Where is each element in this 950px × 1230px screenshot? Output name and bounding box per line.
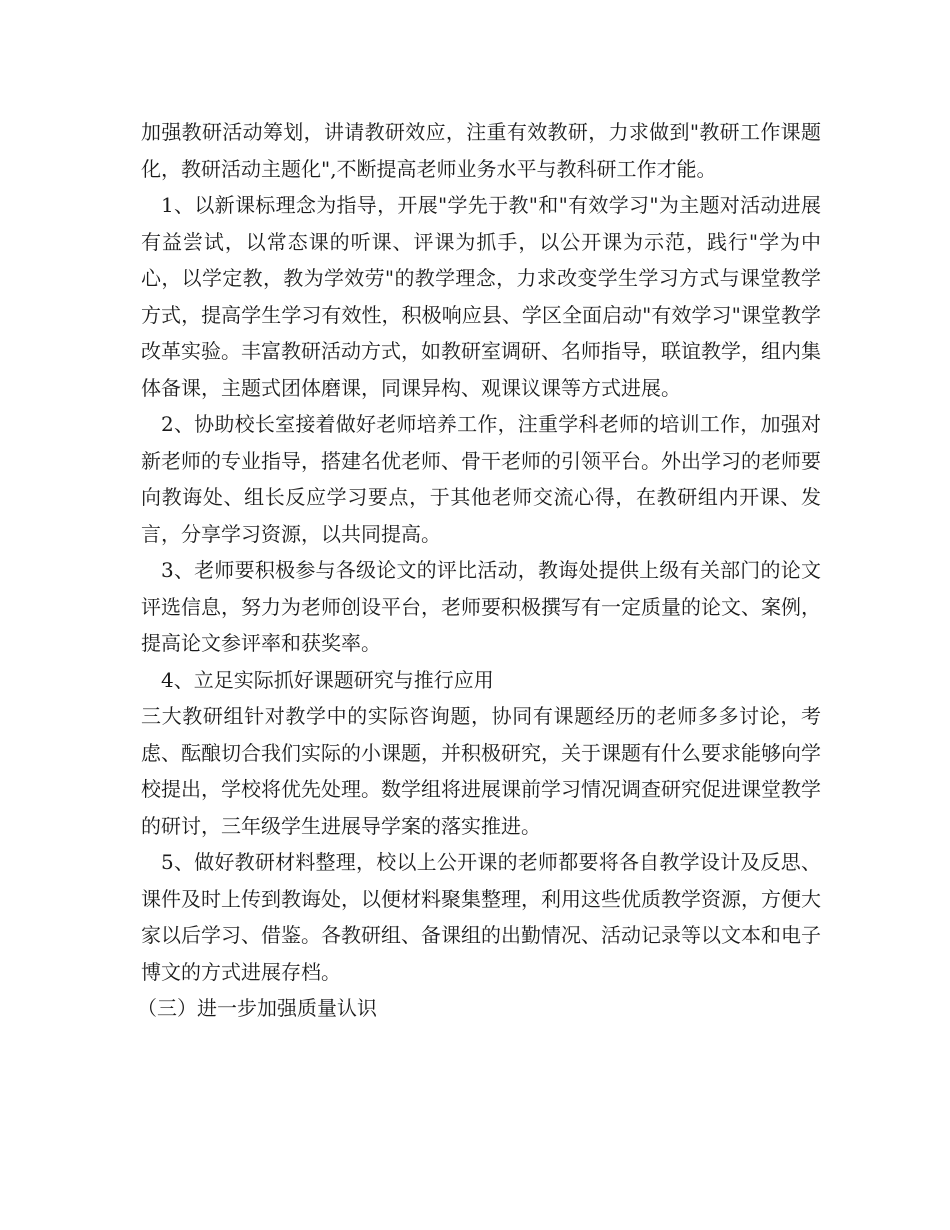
document-body xyxy=(137,114,821,1027)
paragraph-item-4-body: 三大教研组针对教学中的实际咨询题，协同有课题经历的老师多多讨论，考虑、酝酿切合我们实际的小课题，并积极研究，关于课题有什么要求能够向学校提出，学校将优先处理。数学组将进展课前学习情况调查研究促进课堂教学的研讨，三年级学生进展导学案的落实推进。 xyxy=(141,704,821,838)
paragraph-item-5: 5、做好教研材料整理，校以上公开课的老师都要将各自教学设计及反思、课件及时上传到教诲处，以便材料聚集整理，利用这些优质教学资源，方便大家以后学习、借鉴。各教研组、备课组的出勤情况、活动记录等以文本和电子博文的方式进展存档。 xyxy=(141,850,821,984)
paragraph-item-1: 1、以新课标理念为指导，开展"学先于教"和"有效学习"为主题对活动进展有益尝试，以常态课的听课、评课为抓手，以公开课为示范，践行"学为中心，以学定教，教为学效劳"的教学理念，力求改变学生学习方式与课堂教学方式，提高学生学习有效性，积极响应县、学区全面启动"有效学习"课堂教学改革实验。丰富教研活动方式，如教研室调研、名师指导，联谊教学，组内集体备课，主题式团体磨课，同课异构、观课议课等方式进展。 xyxy=(141,193,821,400)
paragraph-item-4: 4、立足实际抓好课题研究与推行应用 xyxy=(161,667,494,692)
paragraph-intro: 加强教研活动筹划，讲请教研效应，注重有效教研，力求做到"教研工作课题化，教研活动主题化",不断提高老师业务水平与教科研工作才能。 xyxy=(141,120,821,181)
paragraph-item-3: 3、老师要积极参与各级论文的评比活动，教诲处提供上级有关部门的论文评选信息，努力为老师创设平台，老师要积极撰写有一定质量的论文、案例，提高论文参评率和获奖率。 xyxy=(141,558,821,655)
paragraph-item-2: 2、协助校长室接着做好老师培养工作，注重学科老师的培训工作，加强对新老师的专业指导，搭建名优老师、骨干老师的引领平台。外出学习的老师要向教诲处、组长反应学习要点，于其他老师交流心得，在教研组内开课、发言，分享学习资源，以共同提高。 xyxy=(141,412,821,546)
section-heading: （三）进一步加强质量认识 xyxy=(137,996,377,1020)
